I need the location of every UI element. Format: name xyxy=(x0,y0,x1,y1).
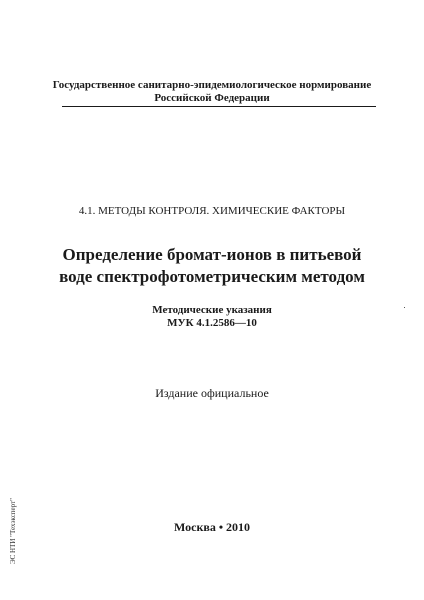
header-line-1: Государственное санитарно-эпидемиологическое нормирование xyxy=(52,79,372,91)
header-line-2: Российской Федерации xyxy=(154,92,270,104)
series-heading: 4.1. МЕТОДЫ КОНТРОЛЯ. ХИМИЧЕСКИЕ ФАКТОРЫ xyxy=(78,205,346,217)
edition-label: Издание официальное xyxy=(155,386,269,400)
document-title xyxy=(0,244,424,288)
header-divider xyxy=(62,106,376,107)
title-line-1: Определение бромат-ионов в питьевой xyxy=(62,245,362,264)
side-stamp: ЭС НТИ "Техэксперт" xyxy=(9,498,17,564)
scan-speck xyxy=(404,307,405,308)
document-code: МУК 4.1.2586—10 xyxy=(167,317,257,329)
document-type: Методические указания xyxy=(152,304,272,316)
title-line-2: воде спектрофотометрическим методом xyxy=(59,267,365,286)
place-and-year: Москва • 2010 xyxy=(173,520,251,534)
